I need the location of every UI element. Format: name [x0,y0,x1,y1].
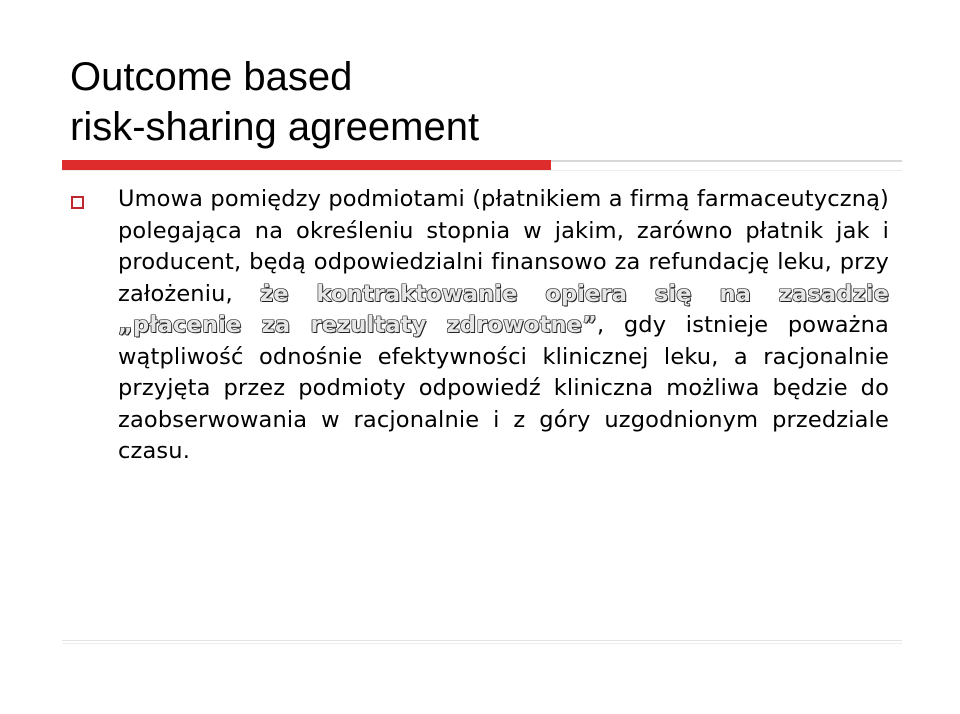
slide-title-line-2: risk-sharing agreement [70,105,480,149]
footer-rule [62,640,902,646]
footer-rule-line-2 [62,643,902,644]
title-thin-rule [62,170,902,171]
title-underline-rule [62,160,902,172]
square-bullet-icon [71,196,84,209]
bullet-text-start: Umowa pomiędzy podmiotami (płatnikiem a firmą farmaceutyczną) polegająca na określeniu stopnia w jakim, zarówno płatnik jak i producent, będą odpowiedzialni finansowo za refundację leku, przy założeniu, [118,186,889,307]
footer-rule-line-1 [62,640,902,641]
slide-title [70,52,870,152]
bullet-text-end: , gdy istnieje poważna wątpliwość odnośnie efektywności klinicznej leku, a racjonalnie przyjęta przez podmioty odpowiedź kliniczna możliwa będzie do zaobserwowania w racjonalnie i z góry uzgodnionym przedziale czasu. [118,312,889,464]
bullet-paragraph [118,184,889,468]
title-accent-bar [62,160,551,170]
slide-title-line-1: Outcome based [70,55,353,99]
title-grey-rule [551,160,902,162]
bullet-emphasis: że kontraktowanie opiera się na zasadzie „płacenie za rezultaty zdrowotne” [118,280,889,338]
